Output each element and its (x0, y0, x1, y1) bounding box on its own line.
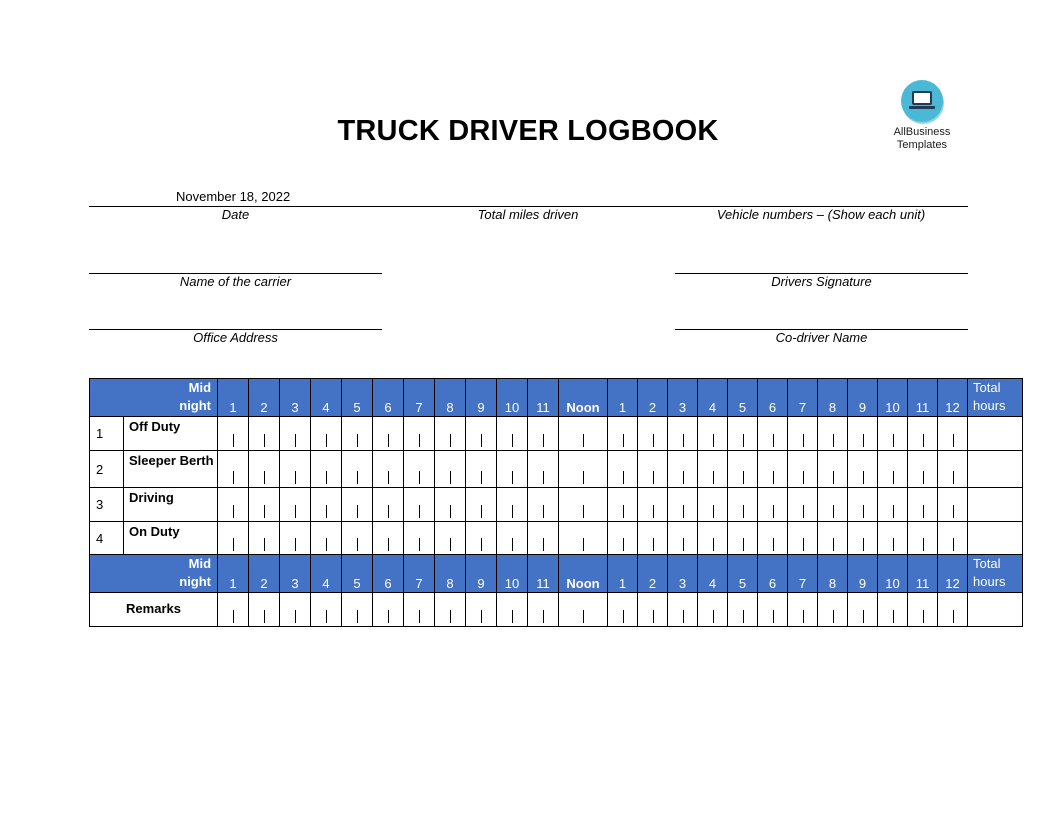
hour-header: 9 (466, 379, 497, 417)
hour-cell[interactable] (668, 488, 698, 522)
total-hours-header (968, 555, 1023, 593)
remarks-hour-cell[interactable] (342, 593, 373, 627)
hour-cell[interactable] (938, 522, 968, 555)
hour-cell[interactable] (311, 522, 342, 555)
codriver-label: Co-driver Name (775, 330, 868, 345)
hour-header: 1 (608, 379, 638, 417)
hour-cell[interactable] (908, 522, 938, 555)
hour-cell[interactable] (435, 451, 466, 488)
mid-line: Mid (188, 380, 212, 395)
hour-cell[interactable] (758, 417, 788, 451)
hour-cell[interactable] (435, 522, 466, 555)
hour-cell[interactable] (728, 451, 758, 488)
hour-header: 11 (528, 379, 559, 417)
hour-header: 3 (668, 555, 698, 593)
hour-header: 12 (938, 555, 968, 593)
hour-cell[interactable] (698, 417, 728, 451)
remarks-hour-cell[interactable] (497, 593, 528, 627)
remarks-hour-cell[interactable] (435, 593, 466, 627)
hour-cell[interactable] (668, 417, 698, 451)
remarks-hour-cell[interactable] (758, 593, 788, 627)
hour-cell[interactable] (342, 488, 373, 522)
remarks-hour-cell[interactable] (818, 593, 848, 627)
hour-cell[interactable] (497, 488, 528, 522)
hour-cell[interactable] (249, 488, 280, 522)
duty-row (90, 522, 1023, 555)
remarks-hour-cell[interactable] (280, 593, 311, 627)
hour-header: 6 (373, 379, 404, 417)
hour-header: 1 (608, 555, 638, 593)
total-line: Total (973, 380, 1001, 395)
hour-cell[interactable] (528, 522, 559, 555)
hour-cell[interactable] (608, 488, 638, 522)
hour-header: 2 (638, 379, 668, 417)
hour-cell[interactable] (497, 451, 528, 488)
mid-line: Mid (188, 556, 212, 571)
hour-cell[interactable] (608, 522, 638, 555)
hour-header: 9 (466, 555, 497, 593)
hour-cell[interactable] (528, 451, 559, 488)
hour-cell[interactable] (373, 488, 404, 522)
hour-cell[interactable] (404, 451, 435, 488)
hour-cell[interactable] (788, 488, 818, 522)
hour-cell[interactable] (608, 451, 638, 488)
hour-cell[interactable] (218, 522, 249, 555)
hour-cell[interactable] (848, 417, 878, 451)
hour-header: 6 (373, 555, 404, 593)
hour-cell[interactable] (373, 451, 404, 488)
hour-cell[interactable] (878, 451, 908, 488)
row-label: Off Duty (124, 417, 218, 451)
hour-cell[interactable] (608, 417, 638, 451)
hour-cell[interactable] (342, 522, 373, 555)
row-number: 3 (90, 488, 124, 522)
hour-header: 2 (638, 555, 668, 593)
hour-cell[interactable] (249, 417, 280, 451)
hour-header: 1 (218, 379, 249, 417)
remarks-hour-cell[interactable] (311, 593, 342, 627)
hour-cell[interactable] (280, 488, 311, 522)
laptop-icon (901, 80, 943, 122)
hour-cell[interactable] (668, 451, 698, 488)
hour-cell[interactable] (404, 417, 435, 451)
hour-cell[interactable] (373, 417, 404, 451)
hour-header: 3 (668, 379, 698, 417)
hour-header: 3 (280, 555, 311, 593)
row-number: 1 (90, 417, 124, 451)
remarks-hour-cell[interactable] (908, 593, 938, 627)
midnight-header (90, 555, 218, 593)
hour-header: 7 (404, 379, 435, 417)
hour-cell[interactable] (848, 488, 878, 522)
hour-header: 11 (908, 379, 938, 417)
row-label: On Duty (124, 522, 218, 555)
remarks-hour-cell[interactable] (788, 593, 818, 627)
hour-cell[interactable] (818, 417, 848, 451)
remarks-label: Remarks (90, 593, 218, 627)
hour-header: 11 (908, 555, 938, 593)
date-value[interactable]: November 18, 2022 (176, 189, 291, 204)
hour-header: 7 (788, 379, 818, 417)
hour-header: 4 (698, 379, 728, 417)
hour-header: 10 (497, 555, 528, 593)
logo-line-2: Templates (896, 139, 948, 151)
hour-cell[interactable] (311, 451, 342, 488)
hour-cell[interactable] (698, 522, 728, 555)
remarks-hour-cell[interactable] (938, 593, 968, 627)
remarks-hour-cell[interactable] (528, 593, 559, 627)
hour-cell[interactable] (698, 488, 728, 522)
remarks-hour-cell[interactable] (638, 593, 668, 627)
hour-header: 4 (311, 379, 342, 417)
noon-header: Noon (559, 555, 608, 593)
hour-cell[interactable] (404, 488, 435, 522)
hour-cell[interactable] (466, 522, 497, 555)
logo (884, 80, 960, 152)
hour-cell[interactable] (728, 488, 758, 522)
hour-cell[interactable] (280, 417, 311, 451)
hour-header: 5 (728, 379, 758, 417)
title-text: TRUCK DRIVER LOGBOOK (337, 115, 719, 147)
hour-cell[interactable] (280, 522, 311, 555)
hour-header: 8 (818, 555, 848, 593)
hour-cell[interactable] (373, 522, 404, 555)
hour-cell[interactable] (559, 522, 608, 555)
hour-cell[interactable] (559, 451, 608, 488)
total-hours-header (968, 379, 1023, 417)
hour-header: 2 (249, 379, 280, 417)
logo-line-1: AllBusiness (893, 126, 951, 138)
hour-cell[interactable] (908, 488, 938, 522)
hour-header: 7 (404, 555, 435, 593)
hour-header: 6 (758, 379, 788, 417)
hour-header: 6 (758, 555, 788, 593)
hour-cell[interactable] (466, 417, 497, 451)
hour-header: 4 (311, 555, 342, 593)
hour-cell[interactable] (435, 417, 466, 451)
remarks-hour-cell[interactable] (218, 593, 249, 627)
hour-cell[interactable] (559, 488, 608, 522)
remarks-hour-cell[interactable] (608, 593, 638, 627)
hour-cell[interactable] (311, 488, 342, 522)
hour-header: 10 (497, 379, 528, 417)
hour-cell[interactable] (466, 451, 497, 488)
remarks-hour-cell[interactable] (559, 593, 608, 627)
hour-cell[interactable] (342, 417, 373, 451)
hour-header: 5 (728, 555, 758, 593)
hour-cell[interactable] (466, 488, 497, 522)
hour-cell[interactable] (311, 417, 342, 451)
hours-line: hours (973, 574, 1006, 589)
row-label: Sleeper Berth (124, 451, 218, 488)
hour-cell[interactable] (818, 522, 848, 555)
hour-cell[interactable] (404, 522, 435, 555)
hour-header: 4 (698, 555, 728, 593)
hour-cell[interactable] (848, 451, 878, 488)
hour-header: 5 (342, 555, 373, 593)
row-total-cell[interactable] (968, 522, 1023, 555)
remarks-hour-cell[interactable] (466, 593, 497, 627)
hour-cell[interactable] (249, 522, 280, 555)
hour-header: 8 (818, 379, 848, 417)
hours-line: hours (973, 398, 1006, 413)
hour-cell[interactable] (280, 451, 311, 488)
hour-cell[interactable] (218, 451, 249, 488)
remarks-hour-cell[interactable] (698, 593, 728, 627)
row-total-cell[interactable] (968, 488, 1023, 522)
hour-cell[interactable] (435, 488, 466, 522)
hour-cell[interactable] (638, 417, 668, 451)
remarks-hour-cell[interactable] (848, 593, 878, 627)
signature-label: Drivers Signature (771, 274, 872, 289)
remarks-hour-cell[interactable] (668, 593, 698, 627)
hour-header: 9 (848, 379, 878, 417)
hour-cell[interactable] (908, 451, 938, 488)
hour-cell[interactable] (528, 417, 559, 451)
remarks-hour-cell[interactable] (249, 593, 280, 627)
hour-cell[interactable] (878, 522, 908, 555)
row-total-cell[interactable] (968, 417, 1023, 451)
midnight-header (90, 379, 218, 417)
hour-cell[interactable] (788, 417, 818, 451)
row-total-cell[interactable] (968, 451, 1023, 488)
hour-cell[interactable] (938, 488, 968, 522)
total-line: Total (973, 556, 1001, 571)
logo-text (884, 126, 960, 152)
hour-cell[interactable] (788, 522, 818, 555)
remarks-hour-cell[interactable] (373, 593, 404, 627)
date-label: Date (221, 207, 250, 222)
hour-header: 1 (218, 555, 249, 593)
hour-cell[interactable] (497, 522, 528, 555)
hour-cell[interactable] (938, 451, 968, 488)
hour-cell[interactable] (668, 522, 698, 555)
hour-cell[interactable] (758, 488, 788, 522)
hour-cell[interactable] (638, 522, 668, 555)
hour-cell[interactable] (878, 488, 908, 522)
hour-header: 7 (788, 555, 818, 593)
remarks-row (90, 593, 1023, 627)
hour-header: 5 (342, 379, 373, 417)
hour-header: 9 (848, 555, 878, 593)
hour-cell[interactable] (497, 417, 528, 451)
hour-header: 8 (435, 379, 466, 417)
hour-cell[interactable] (528, 488, 559, 522)
hour-cell[interactable] (818, 488, 848, 522)
remarks-hour-cell[interactable] (878, 593, 908, 627)
duty-row (90, 451, 1023, 488)
night-line: night (179, 398, 212, 413)
hour-cell[interactable] (848, 522, 878, 555)
row-label: Driving (124, 488, 218, 522)
hour-cell[interactable] (342, 451, 373, 488)
hour-cell[interactable] (249, 451, 280, 488)
hour-cell[interactable] (218, 417, 249, 451)
row-number: 4 (90, 522, 124, 555)
hour-cell[interactable] (638, 488, 668, 522)
hour-header: 11 (528, 555, 559, 593)
hour-header: 3 (280, 379, 311, 417)
hour-header-row (90, 379, 1023, 417)
hour-header: 8 (435, 555, 466, 593)
hour-cell[interactable] (559, 417, 608, 451)
log-grid (89, 378, 1023, 627)
hour-header: 2 (249, 555, 280, 593)
night-line: night (179, 574, 212, 589)
hour-header: 10 (878, 555, 908, 593)
hour-header: 10 (878, 379, 908, 417)
hour-header: 12 (938, 379, 968, 417)
remarks-hour-cell[interactable] (728, 593, 758, 627)
miles-label: Total miles driven (477, 207, 579, 222)
carrier-label: Name of the carrier (179, 274, 292, 289)
hour-cell[interactable] (908, 417, 938, 451)
hour-cell[interactable] (938, 417, 968, 451)
noon-header: Noon (559, 379, 608, 417)
hour-cell[interactable] (638, 451, 668, 488)
duty-row (90, 417, 1023, 451)
hour-cell[interactable] (818, 451, 848, 488)
hour-cell[interactable] (758, 522, 788, 555)
hour-cell[interactable] (728, 417, 758, 451)
vehicle-label: Vehicle numbers – (Show each unit) (716, 207, 926, 222)
hour-header-row (90, 555, 1023, 593)
hour-cell[interactable] (878, 417, 908, 451)
hour-cell[interactable] (788, 451, 818, 488)
office-label: Office Address (193, 330, 278, 345)
row-number: 2 (90, 451, 124, 488)
remarks-total-cell[interactable] (968, 593, 1023, 627)
remarks-hour-cell[interactable] (404, 593, 435, 627)
hour-cell[interactable] (218, 488, 249, 522)
duty-row (90, 488, 1023, 522)
hour-cell[interactable] (698, 451, 728, 488)
hour-cell[interactable] (758, 451, 788, 488)
hour-cell[interactable] (728, 522, 758, 555)
